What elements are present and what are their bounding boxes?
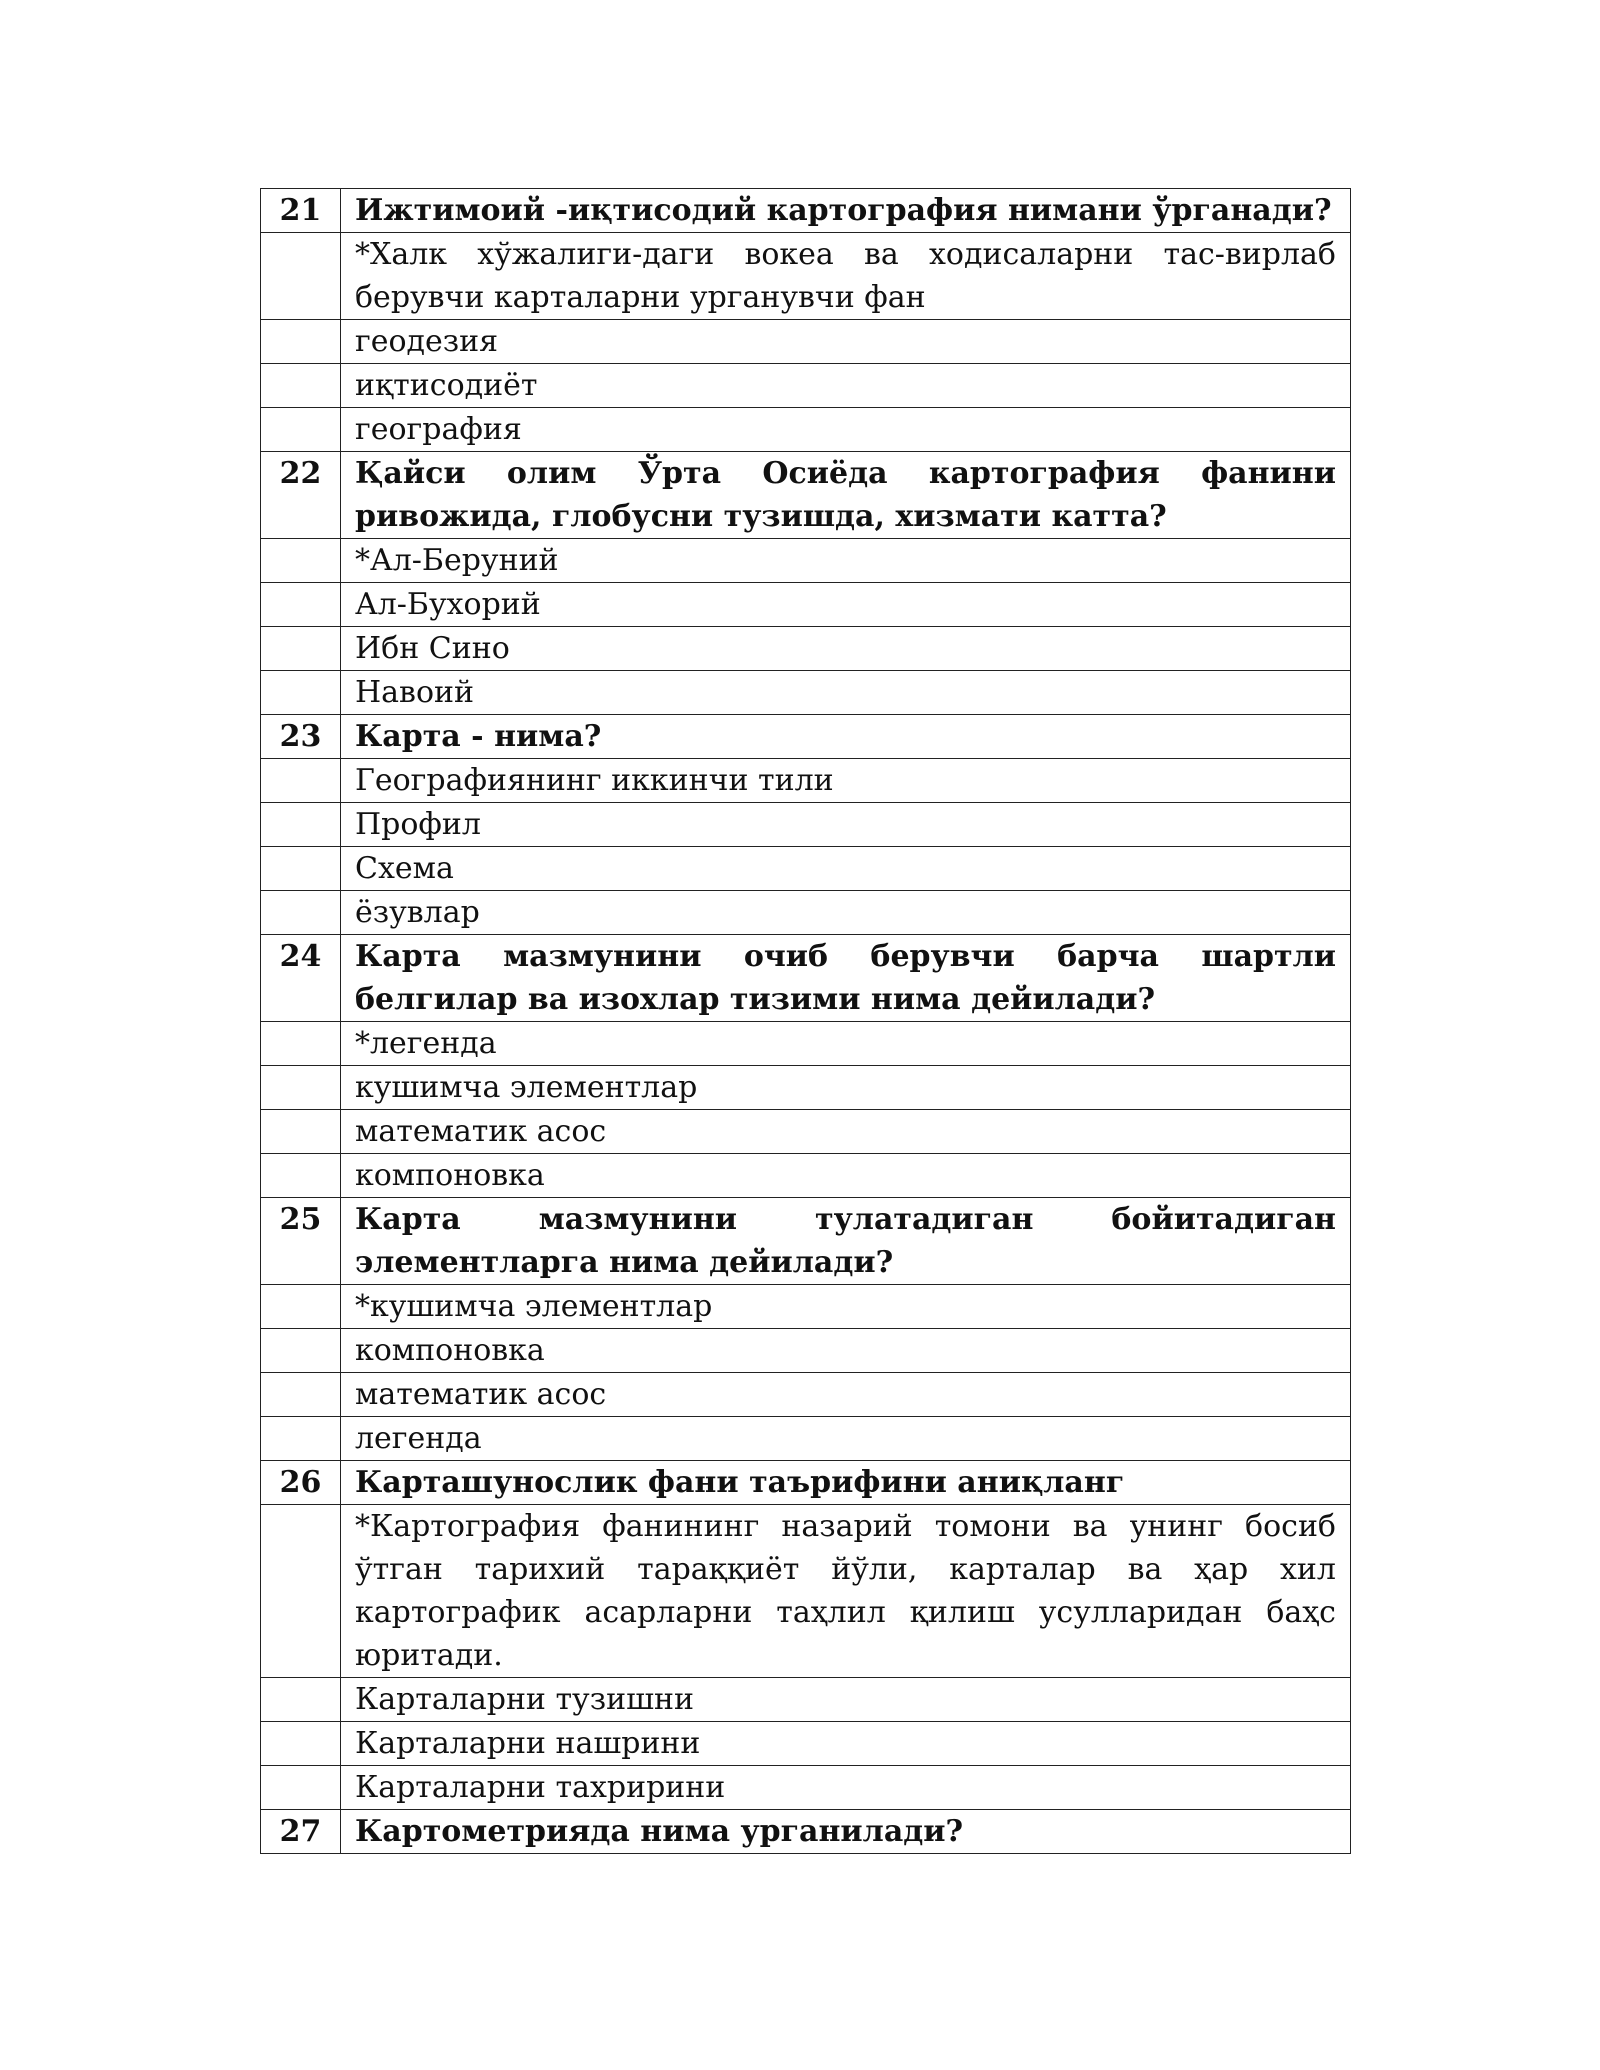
answer-number-cell <box>261 1373 341 1417</box>
question-number: 25 <box>261 1198 341 1285</box>
question-text: Ижтимоий -иқтисодий картография нимани ўрганади? <box>341 189 1351 233</box>
question-number: 21 <box>261 189 341 233</box>
answer-option: Географиянинг иккинчи тили <box>341 759 1351 803</box>
answer-option: Схема <box>341 847 1351 891</box>
answer-option: компоновка <box>341 1154 1351 1198</box>
answer-number-cell <box>261 539 341 583</box>
answer-number-cell <box>261 583 341 627</box>
answer-number-cell <box>261 759 341 803</box>
question-text: Карта - нима? <box>341 715 1351 759</box>
answer-option: география <box>341 408 1351 452</box>
answer-option: Ибн Сино <box>341 627 1351 671</box>
answer-row <box>261 408 1351 452</box>
answer-option: математик асос <box>341 1110 1351 1154</box>
answer-option: Карталарни нашрини <box>341 1722 1351 1766</box>
question-row <box>261 1810 1351 1854</box>
answer-row <box>261 1722 1351 1766</box>
answer-number-cell <box>261 1066 341 1110</box>
answer-number-cell <box>261 1329 341 1373</box>
question-text: Қайси олим Ўрта Осиёда картография фанини ривожида, глобусни тузишда, хизмати катта? <box>341 452 1351 539</box>
answer-option: *Ал-Беруний <box>341 539 1351 583</box>
answer-row <box>261 1417 1351 1461</box>
answer-number-cell <box>261 1154 341 1198</box>
answer-number-cell <box>261 891 341 935</box>
answer-number-cell <box>261 1766 341 1810</box>
answer-row <box>261 847 1351 891</box>
answer-option: кушимча элементлар <box>341 1066 1351 1110</box>
answer-row <box>261 1678 1351 1722</box>
question-row <box>261 452 1351 539</box>
question-number: 22 <box>261 452 341 539</box>
answer-number-cell <box>261 847 341 891</box>
question-text: Картометрияда нима урганилади? <box>341 1810 1351 1854</box>
answer-row <box>261 1154 1351 1198</box>
answer-row <box>261 891 1351 935</box>
question-row <box>261 189 1351 233</box>
question-row <box>261 715 1351 759</box>
answer-number-cell <box>261 1285 341 1329</box>
answer-option: компоновка <box>341 1329 1351 1373</box>
question-number: 24 <box>261 935 341 1022</box>
answer-row <box>261 627 1351 671</box>
answer-option: ёзувлар <box>341 891 1351 935</box>
answer-number-cell <box>261 627 341 671</box>
answer-option: *легенда <box>341 1022 1351 1066</box>
answer-option: Карталарни тахририни <box>341 1766 1351 1810</box>
answer-option: Ал-Бухорий <box>341 583 1351 627</box>
question-row <box>261 1461 1351 1505</box>
answer-number-cell <box>261 408 341 452</box>
answer-row <box>261 1110 1351 1154</box>
answer-row <box>261 1022 1351 1066</box>
answer-option: *кушимча элементлар <box>341 1285 1351 1329</box>
question-text: Карта мазмунини тулатадиган бойитадиган элементларга нима дейилади? <box>341 1198 1351 1285</box>
answer-row <box>261 1066 1351 1110</box>
answer-number-cell <box>261 671 341 715</box>
question-number: 23 <box>261 715 341 759</box>
answer-row <box>261 583 1351 627</box>
answer-row <box>261 364 1351 408</box>
answer-option: *Халк хўжалиги-даги вокеа ва ходисаларни тас-вирлаб берувчи карталарни урганувчи фан <box>341 233 1351 320</box>
answer-option: Карталарни тузишни <box>341 1678 1351 1722</box>
answer-number-cell <box>261 803 341 847</box>
question-row <box>261 1198 1351 1285</box>
quiz-table <box>260 188 1351 1854</box>
answer-row <box>261 320 1351 364</box>
answer-option: Профил <box>341 803 1351 847</box>
answer-number-cell <box>261 1722 341 1766</box>
answer-number-cell <box>261 364 341 408</box>
answer-row <box>261 1329 1351 1373</box>
answer-number-cell <box>261 1110 341 1154</box>
answer-option: легенда <box>341 1417 1351 1461</box>
answer-number-cell <box>261 233 341 320</box>
question-number: 27 <box>261 1810 341 1854</box>
answer-option: Навоий <box>341 671 1351 715</box>
answer-row <box>261 1373 1351 1417</box>
answer-number-cell <box>261 1417 341 1461</box>
answer-row <box>261 759 1351 803</box>
answer-number-cell <box>261 1678 341 1722</box>
answer-option: *Картография фанининг назарий томони ва унинг босиб ўтган тарихий тараққиёт йўли, карталар ва ҳар хил картографик асарларни таҳлил қилиш усулларидан баҳс юритади. <box>341 1505 1351 1678</box>
answer-row <box>261 803 1351 847</box>
question-text: Карта мазмунини очиб берувчи барча шартли белгилар ва изохлар тизими нима дейилади? <box>341 935 1351 1022</box>
answer-row <box>261 1285 1351 1329</box>
question-number: 26 <box>261 1461 341 1505</box>
answer-row <box>261 1766 1351 1810</box>
question-row <box>261 935 1351 1022</box>
answer-row <box>261 233 1351 320</box>
answer-number-cell <box>261 320 341 364</box>
question-text: Карташунослик фани таърифини аниқланг <box>341 1461 1351 1505</box>
answer-row <box>261 671 1351 715</box>
answer-number-cell <box>261 1505 341 1678</box>
answer-number-cell <box>261 1022 341 1066</box>
answer-option: математик асос <box>341 1373 1351 1417</box>
answer-row <box>261 1505 1351 1678</box>
answer-option: иқтисодиёт <box>341 364 1351 408</box>
answer-option: геодезия <box>341 320 1351 364</box>
answer-row <box>261 539 1351 583</box>
